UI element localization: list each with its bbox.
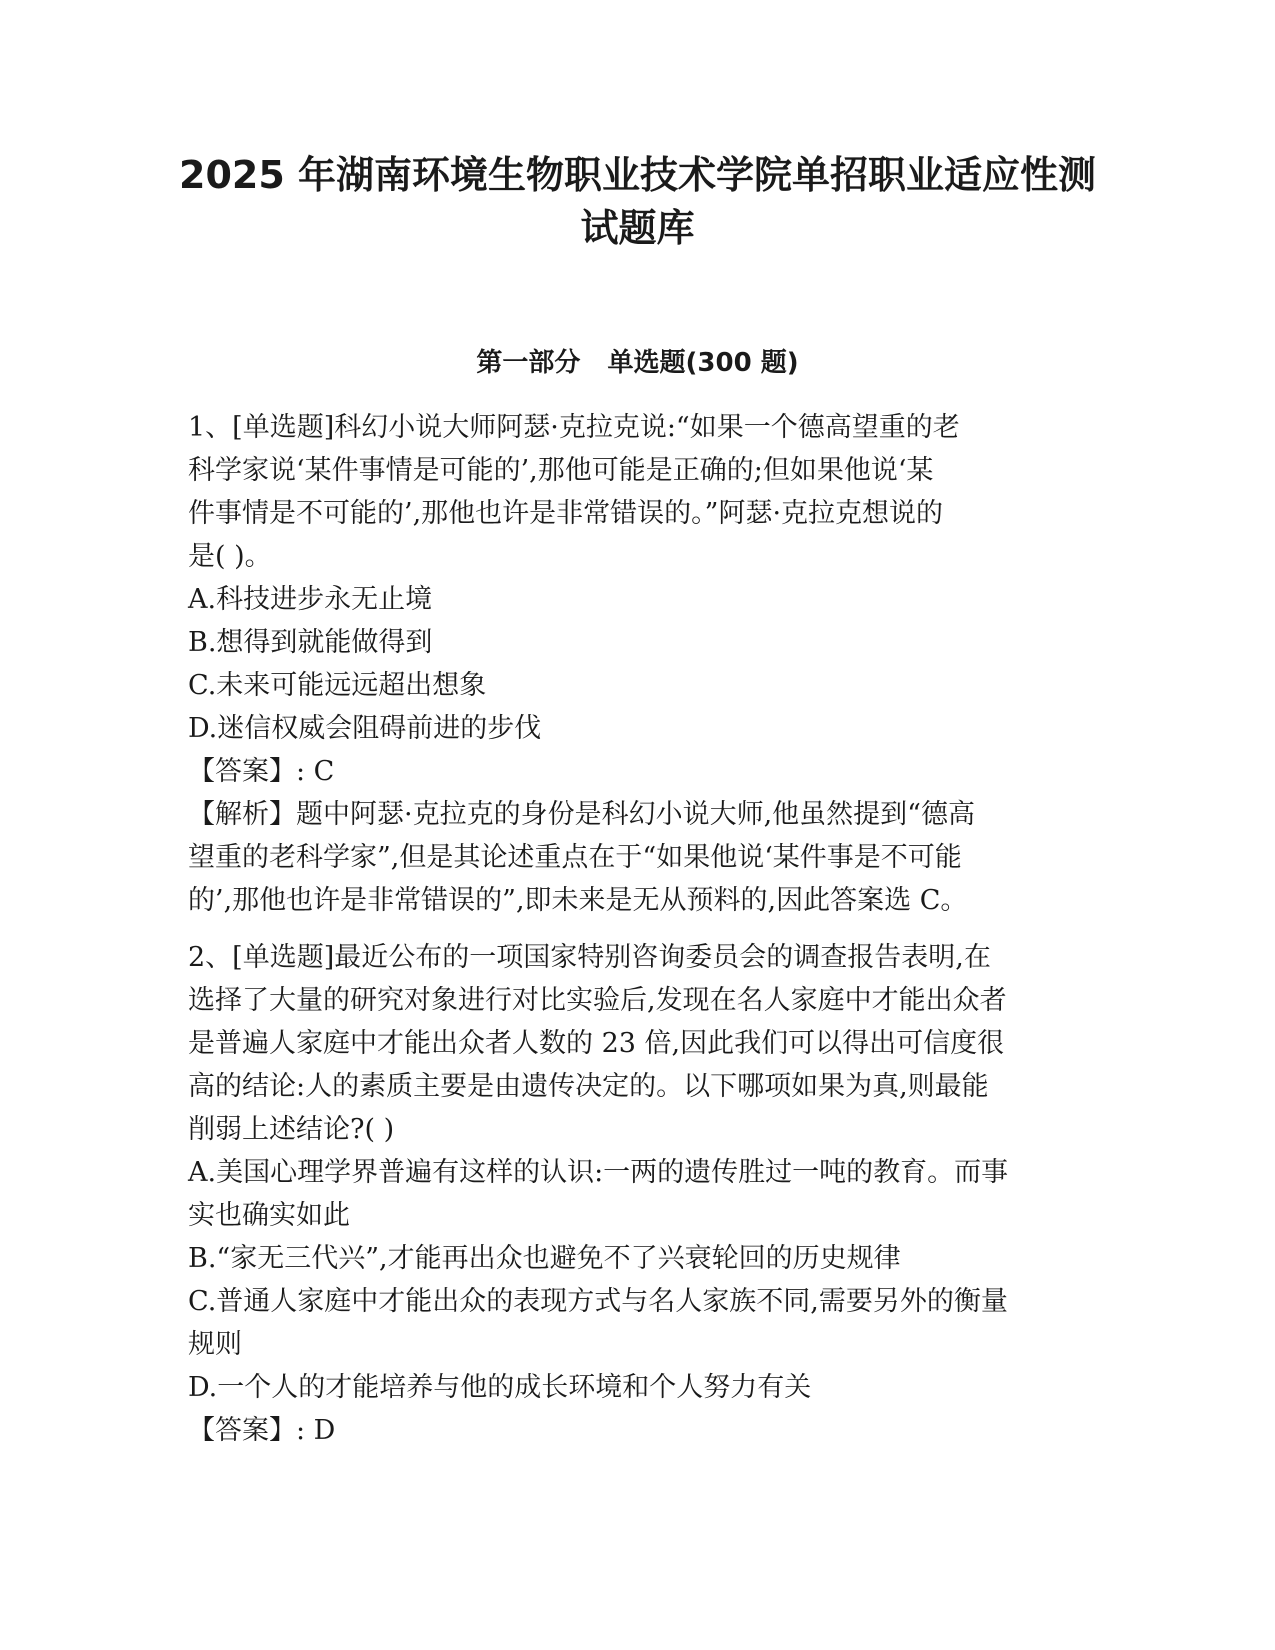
question-list [188, 406, 1083, 1452]
question-stem-line: 是普遍人家庭中才能出众者人数的 23 倍,因此我们可以得出可信度很 [188, 1028, 1005, 1059]
option-line: 规则 [188, 1329, 242, 1360]
question-stem-line: 科学家说‘某件事情是可能的’,那他可能是正确的;但如果他说‘某 [188, 455, 934, 486]
question-stem-line: 选择了大量的研究对象进行对比实验后,发现在名人家庭中才能出众者 [188, 985, 1007, 1016]
option-line: D.一个人的才能培养与他的成长环境和个人努力有关 [188, 1372, 812, 1403]
answer-line: 【答案】: C [188, 756, 335, 787]
option-line: A.科技进步永无止境 [188, 584, 433, 615]
answer-line: 【答案】: D [188, 1415, 336, 1446]
document-title-line-2: 试题库 [580, 206, 695, 250]
question-stem-line: 高的结论:人的素质主要是由遗传决定的。以下哪项如果为真,则最能 [188, 1071, 989, 1102]
question-stem-line: 2、[单选题]最近公布的一项国家特别咨询委员会的调查报告表明,在 [188, 942, 991, 973]
option-line: B.“家无三代兴”,才能再出众也避免不了兴衰轮回的历史规律 [188, 1243, 901, 1274]
option-line: A.美国心理学界普遍有这样的认识:一两的遗传胜过一吨的教育。而事 [188, 1157, 1009, 1188]
question-stem-line: 是( )。 [188, 541, 272, 572]
document-title-line-1: 2025 年湖南环境生物职业技术学院单招职业适应性测 [179, 153, 1096, 197]
analysis-line: 【解析】题中阿瑟·克拉克的身份是科幻小说大师,他虽然提到“德高 [188, 799, 975, 830]
question-block [188, 406, 1083, 922]
question-stem-line: 削弱上述结论?( ) [188, 1114, 395, 1145]
section-heading: 第一部分 单选题(300 题) [476, 348, 799, 378]
analysis-line: 的’,那他也许是非常错误的”,即未来是无从预料的,因此答案选 C。 [188, 885, 968, 916]
question-stem-line: 1、[单选题]科幻小说大师阿瑟·克拉克说:“如果一个德高望重的老 [188, 412, 960, 443]
question-stem-line: 件事情是不可能的’,那他也许是非常错误的。”阿瑟·克拉克想说的 [188, 498, 944, 529]
question-block [188, 936, 1083, 1452]
option-line: D.迷信权威会阻碍前进的步伐 [188, 713, 542, 744]
option-line: B.想得到就能做得到 [188, 627, 433, 658]
analysis-line: 望重的老科学家”,但是其论述重点在于“如果他说‘某件事是不可能 [188, 842, 962, 873]
option-line: C.未来可能远远超出想象 [188, 670, 487, 701]
option-line: C.普通人家庭中才能出众的表现方式与名人家族不同,需要另外的衡量 [188, 1286, 1008, 1317]
option-line: 实也确实如此 [188, 1200, 350, 1231]
